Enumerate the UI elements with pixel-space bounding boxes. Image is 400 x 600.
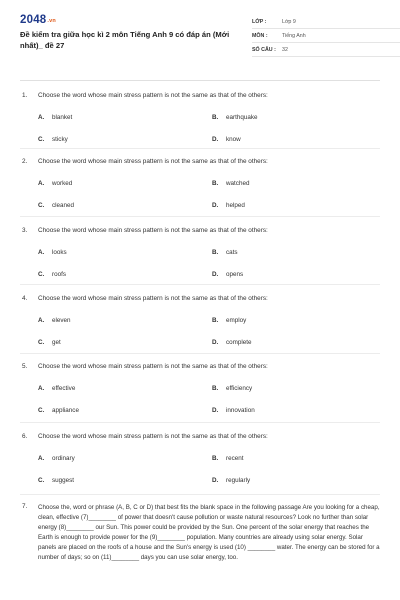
question-number: 4. bbox=[22, 295, 28, 302]
option-key: D. bbox=[212, 270, 219, 278]
question-divider bbox=[20, 284, 380, 285]
option-text: effective bbox=[52, 384, 76, 392]
question-divider bbox=[20, 494, 380, 495]
header-divider bbox=[20, 80, 380, 81]
option-key: C. bbox=[38, 476, 45, 484]
question-text: Choose the word whose main stress pattern is not the same as that of the others: bbox=[38, 158, 268, 165]
option-c[interactable] bbox=[38, 271, 66, 278]
question-text: Choose the word whose main stress pattern is not the same as that of the others: bbox=[38, 433, 268, 440]
option-text: blanket bbox=[52, 113, 73, 121]
option-text: innovation bbox=[226, 406, 255, 414]
option-key: A. bbox=[38, 113, 45, 121]
option-a[interactable] bbox=[38, 249, 67, 256]
option-a[interactable] bbox=[38, 114, 72, 121]
option-text: efficiency bbox=[226, 384, 253, 392]
question-2 bbox=[22, 157, 380, 211]
meta-value: 32 bbox=[282, 46, 288, 53]
option-text: eleven bbox=[52, 316, 71, 324]
option-key: C. bbox=[38, 270, 45, 278]
logo-suffix: .vn bbox=[47, 18, 56, 24]
option-key: A. bbox=[38, 316, 45, 324]
option-key: C. bbox=[38, 201, 45, 209]
question-divider bbox=[20, 216, 380, 217]
option-text: cats bbox=[226, 248, 238, 256]
option-c[interactable] bbox=[38, 136, 68, 143]
option-c[interactable] bbox=[38, 202, 74, 209]
meta-row-subject bbox=[252, 29, 400, 43]
option-key: D. bbox=[212, 476, 219, 484]
option-key: B. bbox=[212, 384, 219, 392]
option-text: opens bbox=[226, 270, 244, 278]
option-key: A. bbox=[38, 384, 45, 392]
option-c[interactable] bbox=[38, 339, 61, 346]
option-key: A. bbox=[38, 248, 45, 256]
question-5 bbox=[22, 362, 380, 416]
question-number: 7. bbox=[22, 503, 28, 510]
option-b[interactable] bbox=[212, 114, 258, 121]
option-text: looks bbox=[52, 248, 67, 256]
question-number: 1. bbox=[22, 92, 28, 99]
question-1 bbox=[22, 91, 380, 145]
option-b[interactable] bbox=[212, 455, 244, 462]
option-key: C. bbox=[38, 338, 45, 346]
meta-value: Lớp 9 bbox=[282, 18, 296, 25]
question-number: 2. bbox=[22, 158, 28, 165]
question-number: 3. bbox=[22, 227, 28, 234]
option-text: roofs bbox=[52, 270, 66, 278]
question-4 bbox=[22, 294, 380, 348]
document-title: Đề kiểm tra giữa học kì 2 môn Tiếng Anh 9 có đáp án (Mới nhất)_ đề 27 bbox=[20, 30, 230, 50]
option-b[interactable] bbox=[212, 180, 249, 187]
meta-row-question-count bbox=[252, 43, 400, 57]
meta-label: SỐ CÂU : bbox=[252, 46, 276, 53]
option-key: D. bbox=[212, 135, 219, 143]
option-text: suggest bbox=[52, 476, 75, 484]
question-text: Choose the word whose main stress pattern is not the same as that of the others: bbox=[38, 363, 268, 370]
question-divider bbox=[20, 353, 380, 354]
option-a[interactable] bbox=[38, 180, 72, 187]
option-b[interactable] bbox=[212, 317, 246, 324]
option-d[interactable] bbox=[212, 271, 243, 278]
option-a[interactable] bbox=[38, 317, 71, 324]
option-key: C. bbox=[38, 406, 45, 414]
option-key: B. bbox=[212, 179, 219, 187]
option-text: appliance bbox=[52, 406, 79, 414]
option-key: B. bbox=[212, 248, 219, 256]
meta-value: Tiếng Anh bbox=[282, 32, 306, 39]
option-text: worked bbox=[52, 179, 73, 187]
option-text: sticky bbox=[52, 135, 68, 143]
option-d[interactable] bbox=[212, 136, 241, 143]
question-text: Choose the word whose main stress pattern is not the same as that of the others: bbox=[38, 227, 268, 234]
question-text: Choose the word whose main stress pattern is not the same as that of the others: bbox=[38, 92, 268, 99]
option-text: watched bbox=[226, 179, 250, 187]
option-text: recent bbox=[226, 454, 244, 462]
option-d[interactable] bbox=[212, 407, 255, 414]
option-key: D. bbox=[212, 201, 219, 209]
option-c[interactable] bbox=[38, 477, 74, 484]
option-text: ordinary bbox=[52, 454, 75, 462]
option-key: D. bbox=[212, 338, 219, 346]
question-number: 6. bbox=[22, 433, 28, 440]
option-d[interactable] bbox=[212, 202, 245, 209]
question-divider bbox=[20, 422, 380, 423]
option-c[interactable] bbox=[38, 407, 79, 414]
option-key: B. bbox=[212, 454, 219, 462]
option-b[interactable] bbox=[212, 249, 238, 256]
meta-info bbox=[252, 15, 400, 57]
option-text: earthquake bbox=[226, 113, 258, 121]
option-d[interactable] bbox=[212, 339, 252, 346]
option-d[interactable] bbox=[212, 477, 250, 484]
option-key: D. bbox=[212, 406, 219, 414]
question-text: Choose the word whose main stress pattern is not the same as that of the others: bbox=[38, 295, 268, 302]
question-6 bbox=[22, 432, 380, 486]
option-text: cleaned bbox=[52, 201, 75, 209]
option-text: employ bbox=[226, 316, 247, 324]
passage-text: Choose the, word or phrase (A, B, C or D) that best fits the blank space in the following passage Are you looking for a cheap, clean, effective (7)________ of power that doesn't cause pollution or waste natural resources? Look no further than solar energy (8)________ our Sun. This power could be provided by the Sun. One percent of the solar energy that reaches the Earth is enough to provide power for the (9)________ population. Many countries are already using solar energy. Solar panels are placed on the roofs of a house and the Sun's energy is used (10) ________ water. The energy can be stored for a number of days; so on (11)________ days you can use solar energy, too. bbox=[38, 504, 380, 561]
site-logo[interactable] bbox=[20, 14, 56, 26]
option-key: C. bbox=[38, 135, 45, 143]
option-b[interactable] bbox=[212, 385, 252, 392]
document-header bbox=[20, 14, 380, 60]
option-text: regularly bbox=[226, 476, 251, 484]
option-key: B. bbox=[212, 113, 219, 121]
option-text: know bbox=[226, 135, 241, 143]
option-key: B. bbox=[212, 316, 219, 324]
option-text: helped bbox=[226, 201, 245, 209]
question-number: 5. bbox=[22, 363, 28, 370]
option-text: get bbox=[52, 338, 61, 346]
meta-label: MÔN : bbox=[252, 32, 268, 39]
option-key: A. bbox=[38, 454, 45, 462]
option-key: A. bbox=[38, 179, 45, 187]
question-3 bbox=[22, 226, 380, 280]
option-text: complete bbox=[226, 338, 252, 346]
question-7-passage bbox=[22, 503, 380, 563]
option-a[interactable] bbox=[38, 455, 75, 462]
question-divider bbox=[20, 148, 380, 149]
meta-row-class bbox=[252, 15, 400, 29]
logo-text: 2048 bbox=[20, 14, 47, 26]
option-a[interactable] bbox=[38, 385, 75, 392]
meta-label: LỚP : bbox=[252, 18, 267, 25]
